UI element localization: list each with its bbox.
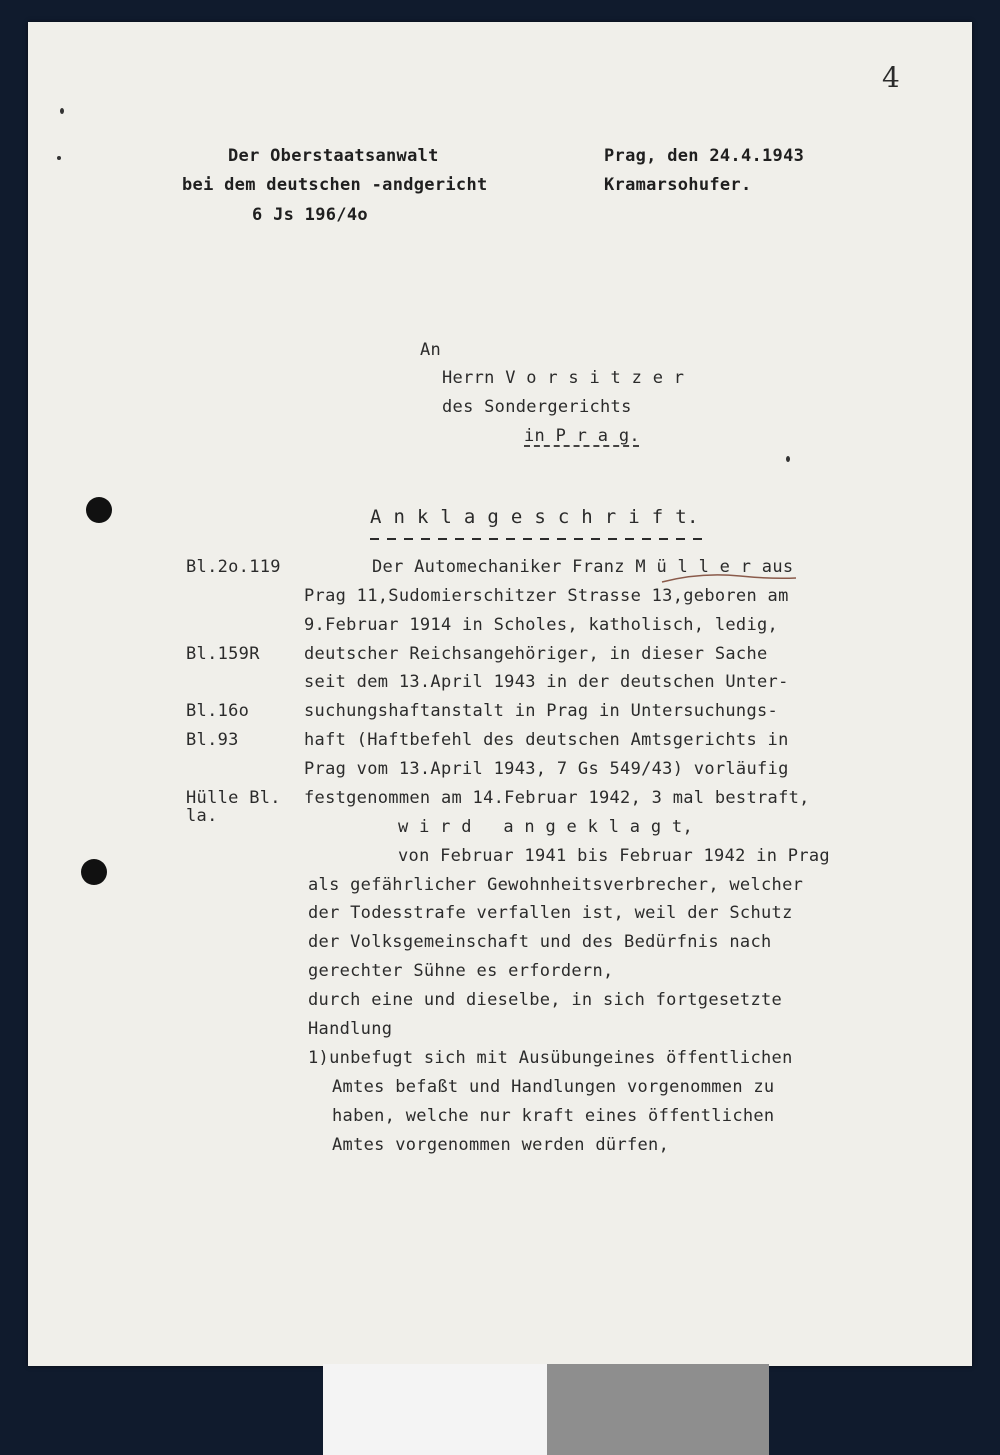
file-number: 6 Js 196/4o <box>252 205 368 225</box>
color-swatch-white <box>323 1364 547 1455</box>
body-line: als gefährlicher Gewohnheitsverbrecher, welcher <box>308 875 804 895</box>
street-address: Kramarsohufer. <box>604 175 752 195</box>
margin-ref: Bl.2o.119 <box>186 557 281 577</box>
body-line: haben, welche nur kraft eines öffentlichen <box>332 1106 775 1126</box>
title-underline <box>370 538 704 540</box>
margin-ref: Bl.159R <box>186 644 260 664</box>
body-line: deutscher Reichsangehöriger, in dieser Sache <box>304 644 768 664</box>
body-line: seit dem 13.April 1943 in der deutschen Unter- <box>304 672 789 692</box>
sender-court: bei dem deutschen -andgericht <box>182 175 488 195</box>
recipient-court: des Sondergerichts <box>442 397 632 417</box>
body-line: Amtes vorgenommen werden dürfen, <box>332 1135 670 1155</box>
body-line: 1)unbefugt sich mit Ausübungeines öffentlichen <box>308 1048 793 1068</box>
recipient-place: in P r a g. <box>524 426 640 446</box>
ink-speck <box>786 456 790 462</box>
punch-hole <box>81 859 107 885</box>
body-line: Der Automechaniker Franz M ü l l e r aus <box>372 557 794 577</box>
sender-title: Der Oberstaatsanwalt <box>228 146 439 166</box>
punch-hole <box>86 497 112 523</box>
body-line: Prag vom 13.April 1943, 7 Gs 549/43) vorläufig <box>304 759 789 779</box>
body-line: der Volksgemeinschaft und des Bedürfnis nach <box>308 932 772 952</box>
margin-ref: Bl.16o <box>186 701 250 721</box>
color-swatch-gray <box>547 1364 769 1455</box>
margin-ref: la. <box>186 806 218 826</box>
ink-speck <box>57 156 61 160</box>
body-line: Prag 11,Sudomierschitzer Strasse 13,geboren am <box>304 586 789 606</box>
body-line: gerechter Sühne es erfordern, <box>308 961 614 981</box>
margin-ref: Hülle Bl. <box>186 788 281 808</box>
body-line: 9.Februar 1914 in Scholes, katholisch, ledig, <box>304 615 779 635</box>
ink-speck <box>60 108 64 114</box>
document-page <box>28 22 972 1366</box>
body-line: Handlung <box>308 1019 393 1039</box>
body-line: suchungshaftanstalt in Prag in Untersuchungs- <box>304 701 779 721</box>
body-line: der Todesstrafe verfallen ist, weil der Schutz <box>308 903 793 923</box>
body-line: festgenommen am 14.Februar 1942, 3 mal bestraft, <box>304 788 810 808</box>
document-title: A n k l a g e s c h r i f t. <box>370 506 699 528</box>
recipient-title: Herrn V o r s i t z e r <box>442 368 685 388</box>
body-line: durch eine und dieselbe, in sich fortgesetzte <box>308 990 783 1010</box>
recipient-an: An <box>420 340 442 360</box>
handwritten-underline-mark <box>660 570 800 586</box>
body-line: von Februar 1941 bis Februar 1942 in Prag <box>398 846 830 866</box>
place-date: Prag, den 24.4.1943 <box>604 146 805 166</box>
body-line: haft (Haftbefehl des deutschen Amtsgerichts in <box>304 730 789 750</box>
page-number: 4 <box>882 61 901 94</box>
body-line: Amtes befaßt und Handlungen vorgenommen zu <box>332 1077 775 1097</box>
body-line-charged: w i r d a n g e k l a g t, <box>398 817 693 837</box>
margin-ref: Bl.93 <box>186 730 239 750</box>
